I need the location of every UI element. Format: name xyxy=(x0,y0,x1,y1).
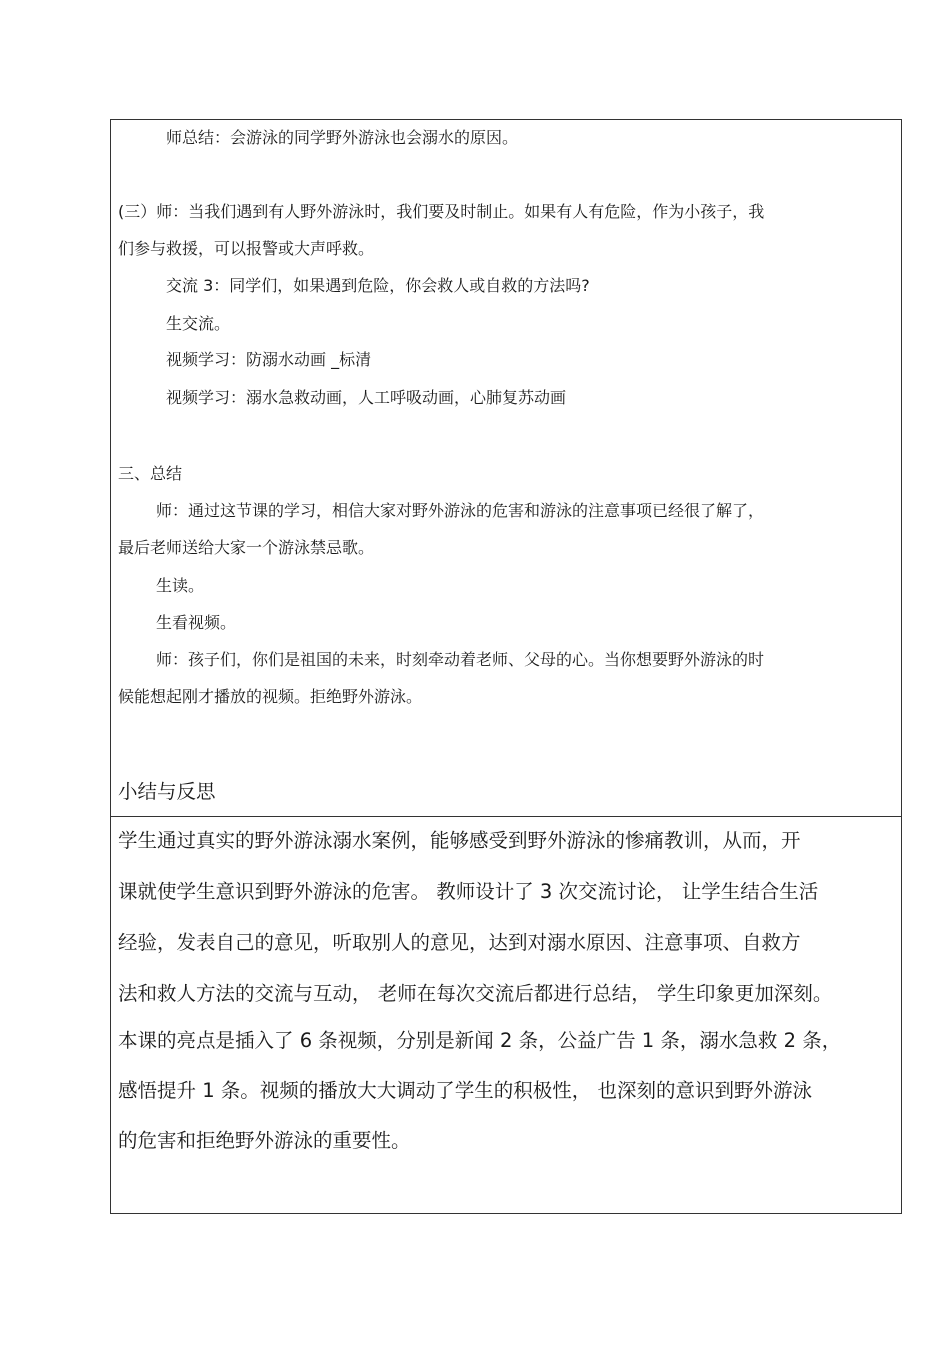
reflection-line-6: 感悟提升 1 条。视频的播放大大调动了学生的积极性， 也深刻的意识到野外游泳 xyxy=(118,1079,813,1102)
reflection-line-3: 经验，发表自己的意见，听取别人的意见，达到对溺水原因、注意事项、自救方 xyxy=(118,931,801,954)
video-study-line-1: 视频学习：防溺水动画 _标清 xyxy=(166,350,372,369)
step-three-line: (三）师：当我们遇到有人野外游泳时，我们要及时制止。如果有人有危险，作为小孩子，我 xyxy=(118,202,765,221)
reflection-heading: 小结与反思 xyxy=(118,780,216,803)
reflection-line-7: 的危害和拒绝野外游泳的重要性。 xyxy=(118,1129,411,1152)
reflection-cell xyxy=(110,816,902,1214)
reflection-line-4: 法和救人方法的交流与互动， 老师在每次交流后都进行总结， 学生印象更加深刻。 xyxy=(118,982,833,1005)
teacher-final-line: 师：孩子们，你们是祖国的未来，时刻牵动着老师、父母的心。当你想要野外游泳的时 xyxy=(156,650,765,669)
video-study-line-2: 视频学习：溺水急救动画，人工呼吸动画，心肺复苏动画 xyxy=(166,388,567,407)
reflection-line-5: 本课的亮点是插入了 6 条视频，分别是新闻 2 条，公益广告 1 条，溺水急救 2 条， xyxy=(118,1029,842,1052)
reflection-line-2: 课就使学生意识到野外游泳的危害。 教师设计了 3 次交流讨论， 让学生结合生活 xyxy=(118,880,819,903)
teacher-summary-line: 师总结：会游泳的同学野外游泳也会溺水的原因。 xyxy=(166,128,519,147)
lesson-process-cell xyxy=(110,119,902,817)
reflection-line-1: 学生通过真实的野外游泳溺水案例，能够感受到野外游泳的惨痛教训，从而，开 xyxy=(118,829,801,852)
student-watch-line: 生看视频。 xyxy=(156,613,237,632)
step-three-line-cont: 们参与救援，可以报警或大声呼救。 xyxy=(118,239,375,258)
student-exchange-line: 生交流。 xyxy=(166,314,231,333)
teacher-closing-line-cont: 最后老师送给大家一个游泳禁忌歌。 xyxy=(118,538,375,557)
student-read-line: 生读。 xyxy=(156,576,205,595)
summary-heading: 三、总结 xyxy=(118,464,183,483)
teacher-final-line-cont: 候能想起刚才播放的视频。拒绝野外游泳。 xyxy=(118,687,423,706)
teacher-closing-line: 师：通过这节课的学习，相信大家对野外游泳的危害和游泳的注意事项已经很了解了， xyxy=(156,501,765,520)
exchange-3-line: 交流 3：同学们，如果遇到危险，你会救人或自救的方法吗? xyxy=(166,276,590,295)
